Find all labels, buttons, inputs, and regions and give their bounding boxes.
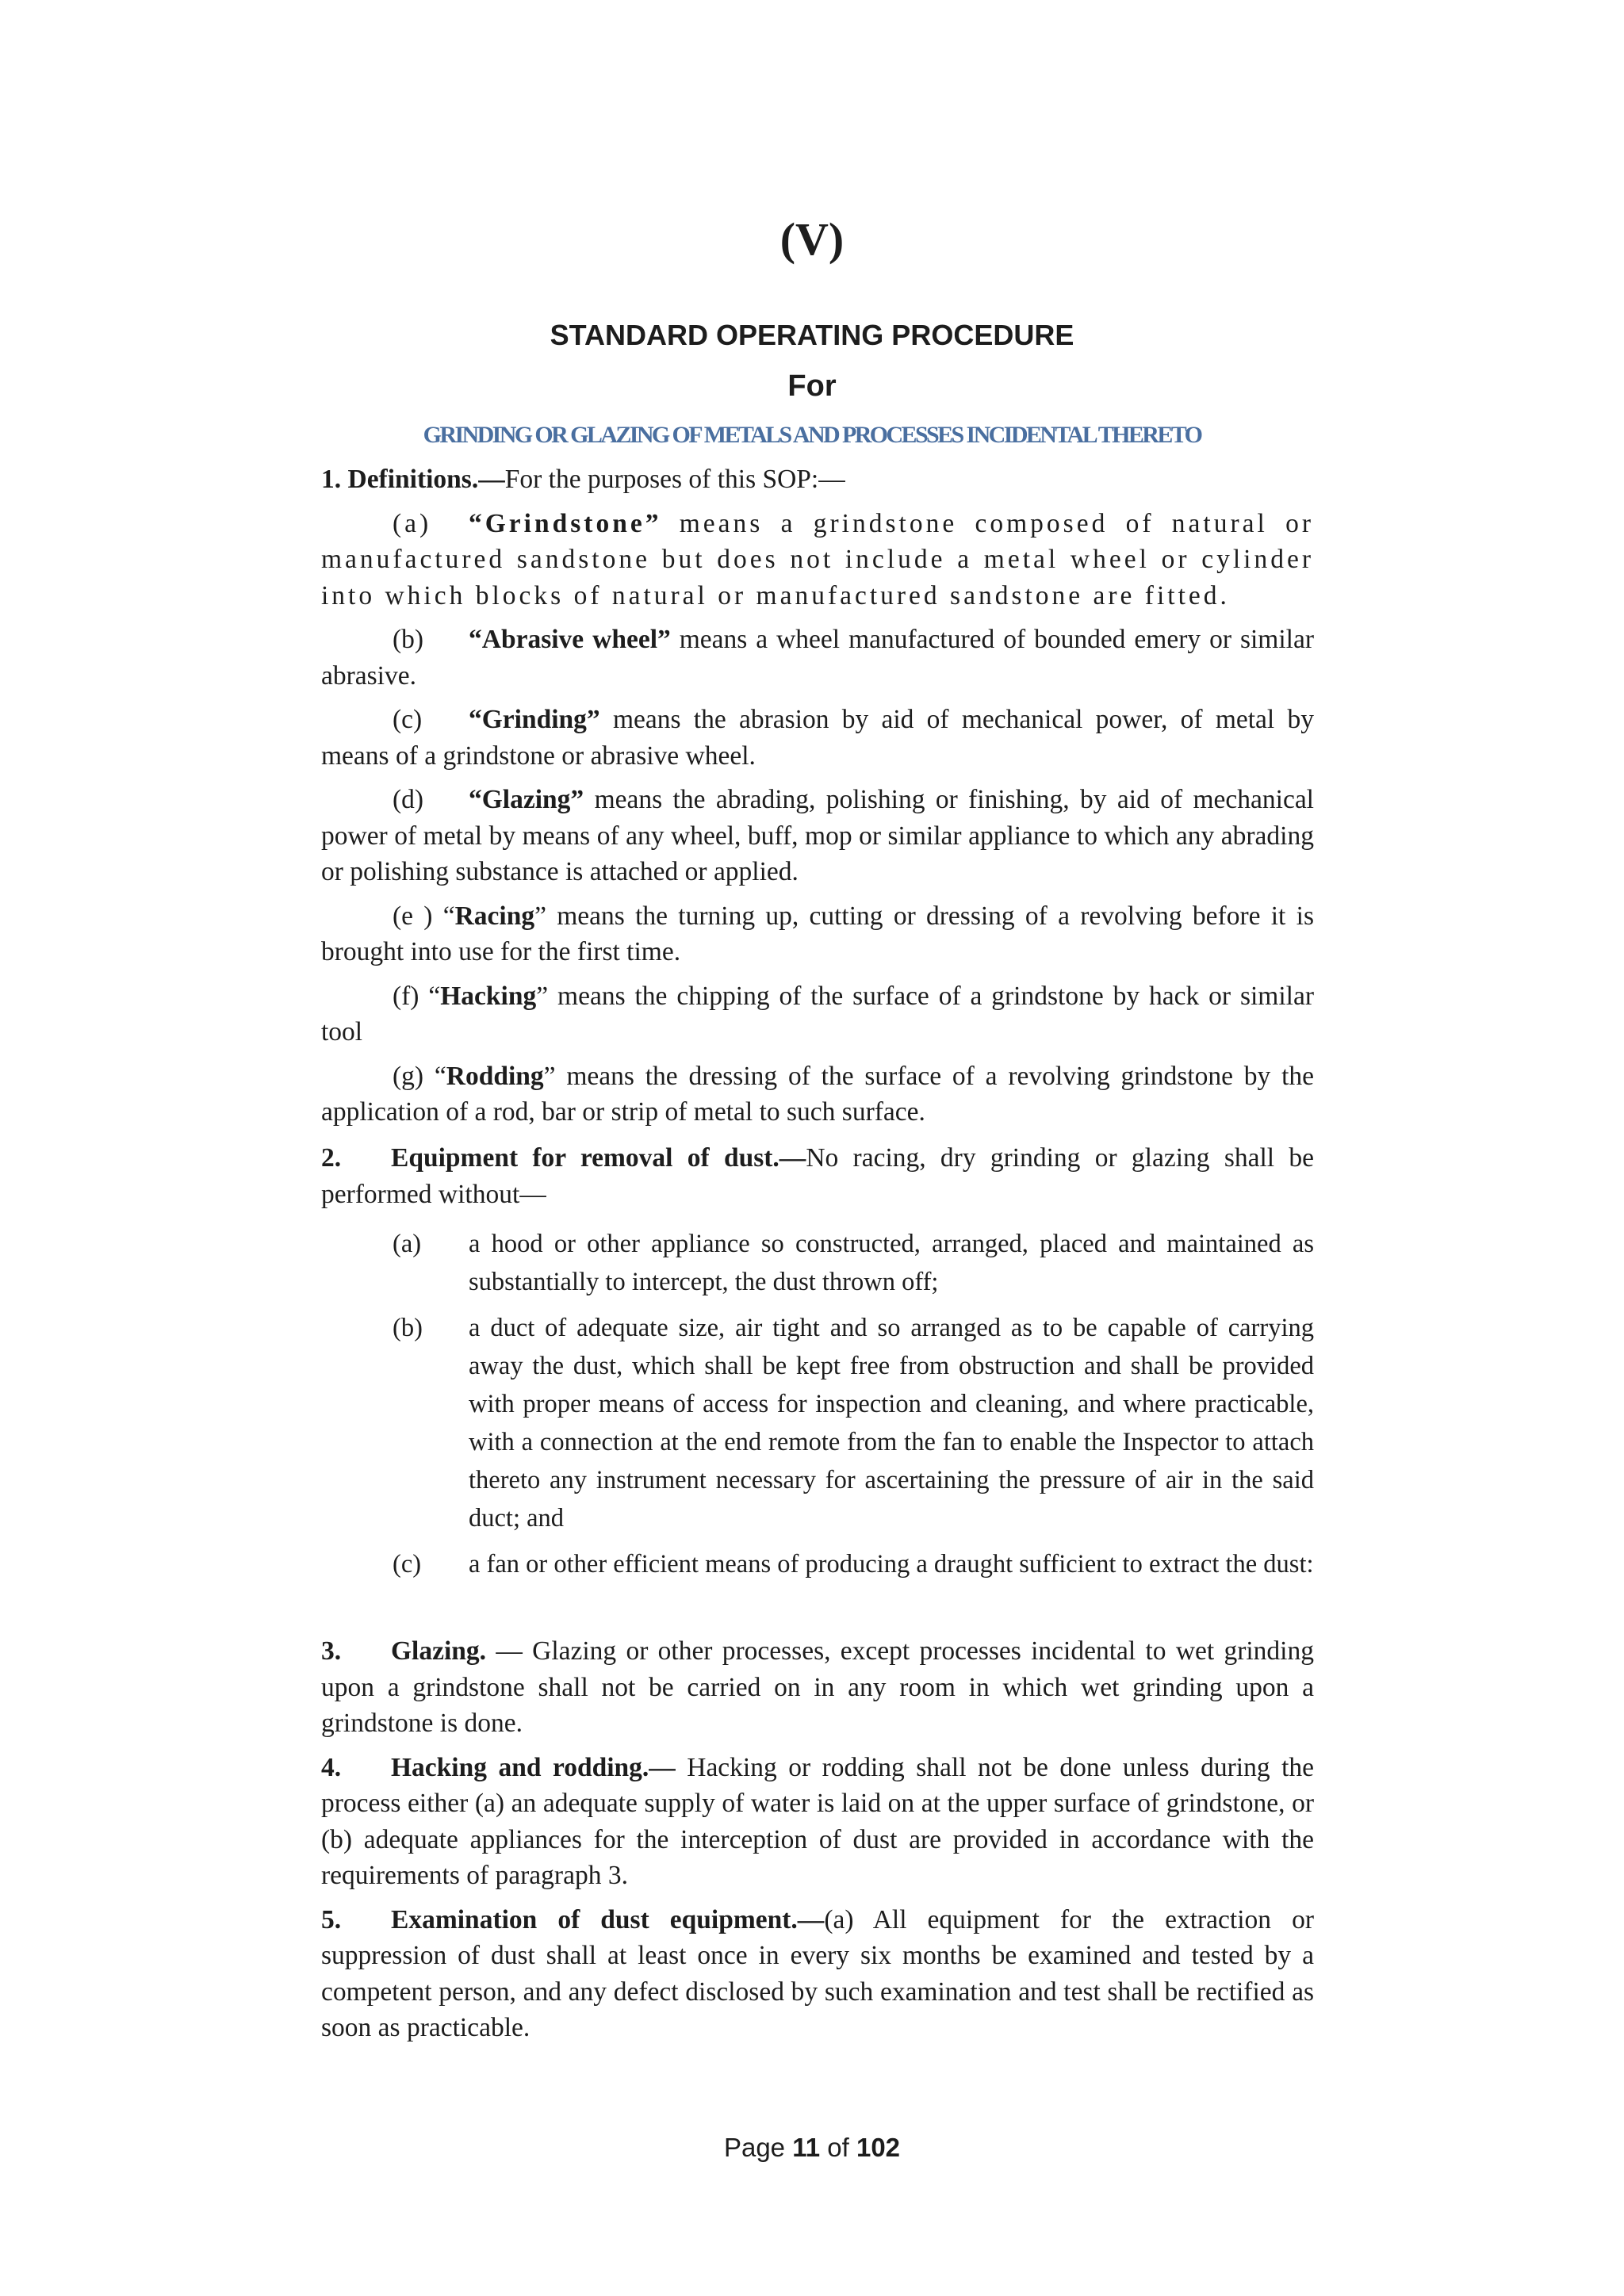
section-paragraph: 4. Hacking and rodding.— Hacking or rodding shall not be done unless during the process either (a) an adequate supply of water is laid on at the upper surface of grindstone, or (b) adequate appliances for the interception of dust are provided in accordance with the requirements of paragraph 3. <box>321 1752 1314 1890</box>
section-definitions <box>321 461 1314 1131</box>
definition-item: (d) “Glazing” means the abrading, polishing or finishing, by aid of mechanical power of metal by means of any wheel, buff, mop or similar appliance to which any abrading or polishing substance is attached or applied. <box>321 785 1314 886</box>
page-footer: Page 11 of 102 <box>723 2133 901 2162</box>
definition-item: (a) “Grindstone” means a grindstone composed of natural or manufactured sandstone but does not include a metal wheel or cylinder into which blocks of natural or manufactured sandstone are fitted. <box>321 508 1314 610</box>
section-glazing <box>321 1633 1314 2046</box>
chapter-marker: (V) <box>779 213 845 265</box>
list-item: (c) a fan or other efficient means of producing a draught sufficient to extract the dust: <box>393 1550 1314 1578</box>
section-heading: 1. Definitions.—For the purposes of this SOP:— <box>321 465 845 494</box>
page-number-current: 11 <box>792 2133 821 2162</box>
list-item: (a) a hood or other appliance so constructed, arranged, placed and maintained as substantially to intercept, the dust thrown off; <box>393 1230 1314 1296</box>
section-dust-equipment <box>321 1140 1314 1212</box>
definition-item: (c) “Grinding” means the abrasion by aid of mechanical power, of metal by means of a grindstone or abrasive wheel. <box>321 705 1314 771</box>
definition-item: (g) “Rodding” means the dressing of the surface of a revolving grindstone by the application of a rod, bar or strip of metal to such surface. <box>321 1061 1314 1127</box>
definition-item: (b) “Abrasive wheel” means a wheel manufactured of bounded emery or similar abrasive. <box>321 625 1314 691</box>
definition-item: (e ) “Racing” means the turning up, cutting or dressing of a revolving before it is brought into use for the first time. <box>321 901 1314 966</box>
section-paragraph: 3. Glazing. — Glazing or other processes, except processes incidental to wet grinding upon a grindstone shall not be carried on in any room in which wet grinding upon a grindstone is done. <box>321 1636 1314 1738</box>
dust-equipment-list <box>321 1225 1314 1583</box>
section-heading: 2. Equipment for removal of dust.—No racing, dry grinding or glazing shall be performed without— <box>321 1143 1315 1209</box>
definition-item: (f) “Hacking” means the chipping of the surface of a grindstone by hack or similar tool <box>321 981 1314 1047</box>
page-number-total: 102 <box>856 2133 901 2162</box>
document-for-label: For <box>787 369 837 403</box>
section-paragraph: 5. Examination of dust equipment.—(a) All equipment for the extraction or suppression of dust shall at least once in every six months be examined and tested by a competent person, and any defect disclosed by such examination and test shall be rectified as soon as practicable. <box>321 1904 1314 2042</box>
document-title: STANDARD OPERATING PROCEDURE <box>550 319 1074 351</box>
document-subject: GRINDING OR GLAZING OF METALS AND PROCESSES INCIDENTAL THERETO <box>423 422 1201 448</box>
list-item: (b) a duct of adequate size, air tight and so arranged as to be capable of carrying away the dust, which shall be kept free from obstruction and shall be provided with proper means of access for inspection and cleaning, and where practicable, with a connection at the end remote from the fan to enable the Inspector to attach thereto any instrument necessary for ascertaining the pressure of air in the said duct; and <box>393 1314 1314 1533</box>
